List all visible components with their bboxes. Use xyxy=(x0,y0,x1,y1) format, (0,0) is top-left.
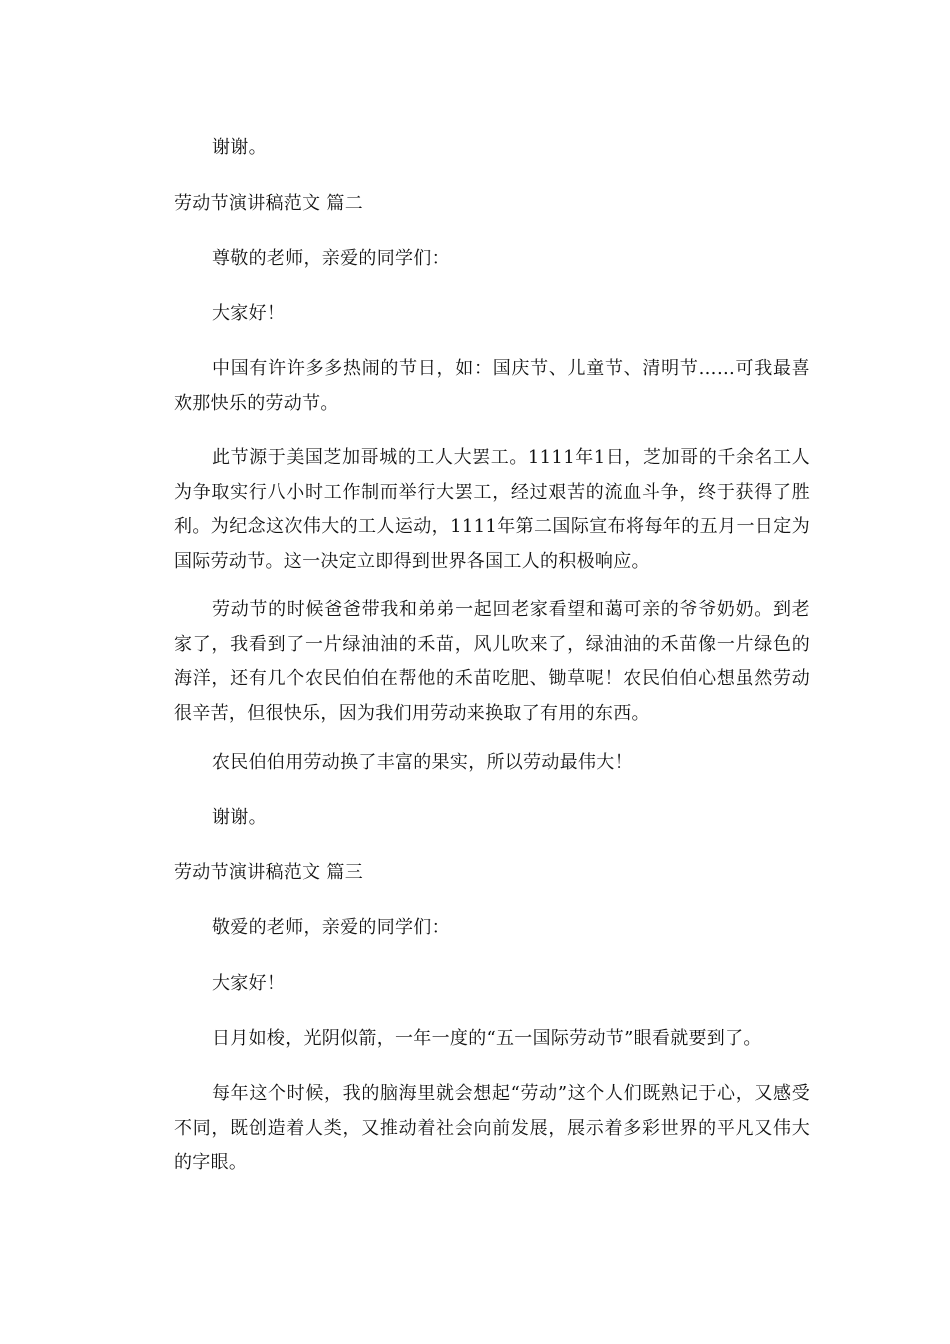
paragraph-thanks-1: 谢谢。 xyxy=(212,137,267,158)
paragraph-time-flies: 日月如梭，光阴似箭，一年一度的“五一国际劳动节”眼看就要到了。 xyxy=(212,1028,762,1049)
paragraph-meaning-of-labor: 每年这个时候，我的脑海里就会想起“劳动”这个人们既熟记于心，又感受不同，既创造着人类，又推动着社会向前发展，展示着多彩世界的平凡又伟大的字眼。 xyxy=(174,1083,810,1173)
paragraph-hello-1: 大家好！ xyxy=(212,303,286,324)
paragraph-origin: 此节源于美国芝加哥城的工人大罢工。1111年1日，芝加哥的千余名工人为争取实行八小时工作制而举行大罢工，经过艰苦的流血斗争，终于获得了胜利。为纪念这次伟大的工人运动，1111年第二国际宣布将每年的五月一日定为国际劳动节。这一决定立即得到世界各国工人的积极响应。 xyxy=(174,447,810,572)
paragraph-hometown-visit: 劳动节的时候爸爸带我和弟弟一起回老家看望和蔼可亲的爷爷奶奶。到老家了，我看到了一片绿油油的禾苗，风儿吹来了，绿油油的禾苗像一片绿色的海洋，还有几个农民伯伯在帮他的禾苗吃肥、锄草呢！农民伯伯心想虽然劳动很辛苦，但很快乐，因为我们用劳动来换取了有用的东西。 xyxy=(174,599,810,724)
paragraph-thanks-2: 谢谢。 xyxy=(212,807,267,828)
paragraph-farmers: 农民伯伯用劳动换了丰富的果实，所以劳动最伟大！ xyxy=(212,752,633,773)
paragraph-greeting-teachers-2: 敬爱的老师，亲爱的同学们： xyxy=(212,917,450,938)
paragraph-festivals: 中国有许许多多热闹的节日，如：国庆节、儿童节、清明节……可我最喜欢那快乐的劳动节。 xyxy=(174,358,810,414)
section-heading-part-2: 劳动节演讲稿范文 篇二 xyxy=(174,193,364,214)
paragraph-greeting-teachers-1: 尊敬的老师，亲爱的同学们： xyxy=(212,248,450,269)
paragraph-hello-2: 大家好！ xyxy=(212,973,286,994)
section-heading-part-3: 劳动节演讲稿范文 篇三 xyxy=(174,862,364,883)
